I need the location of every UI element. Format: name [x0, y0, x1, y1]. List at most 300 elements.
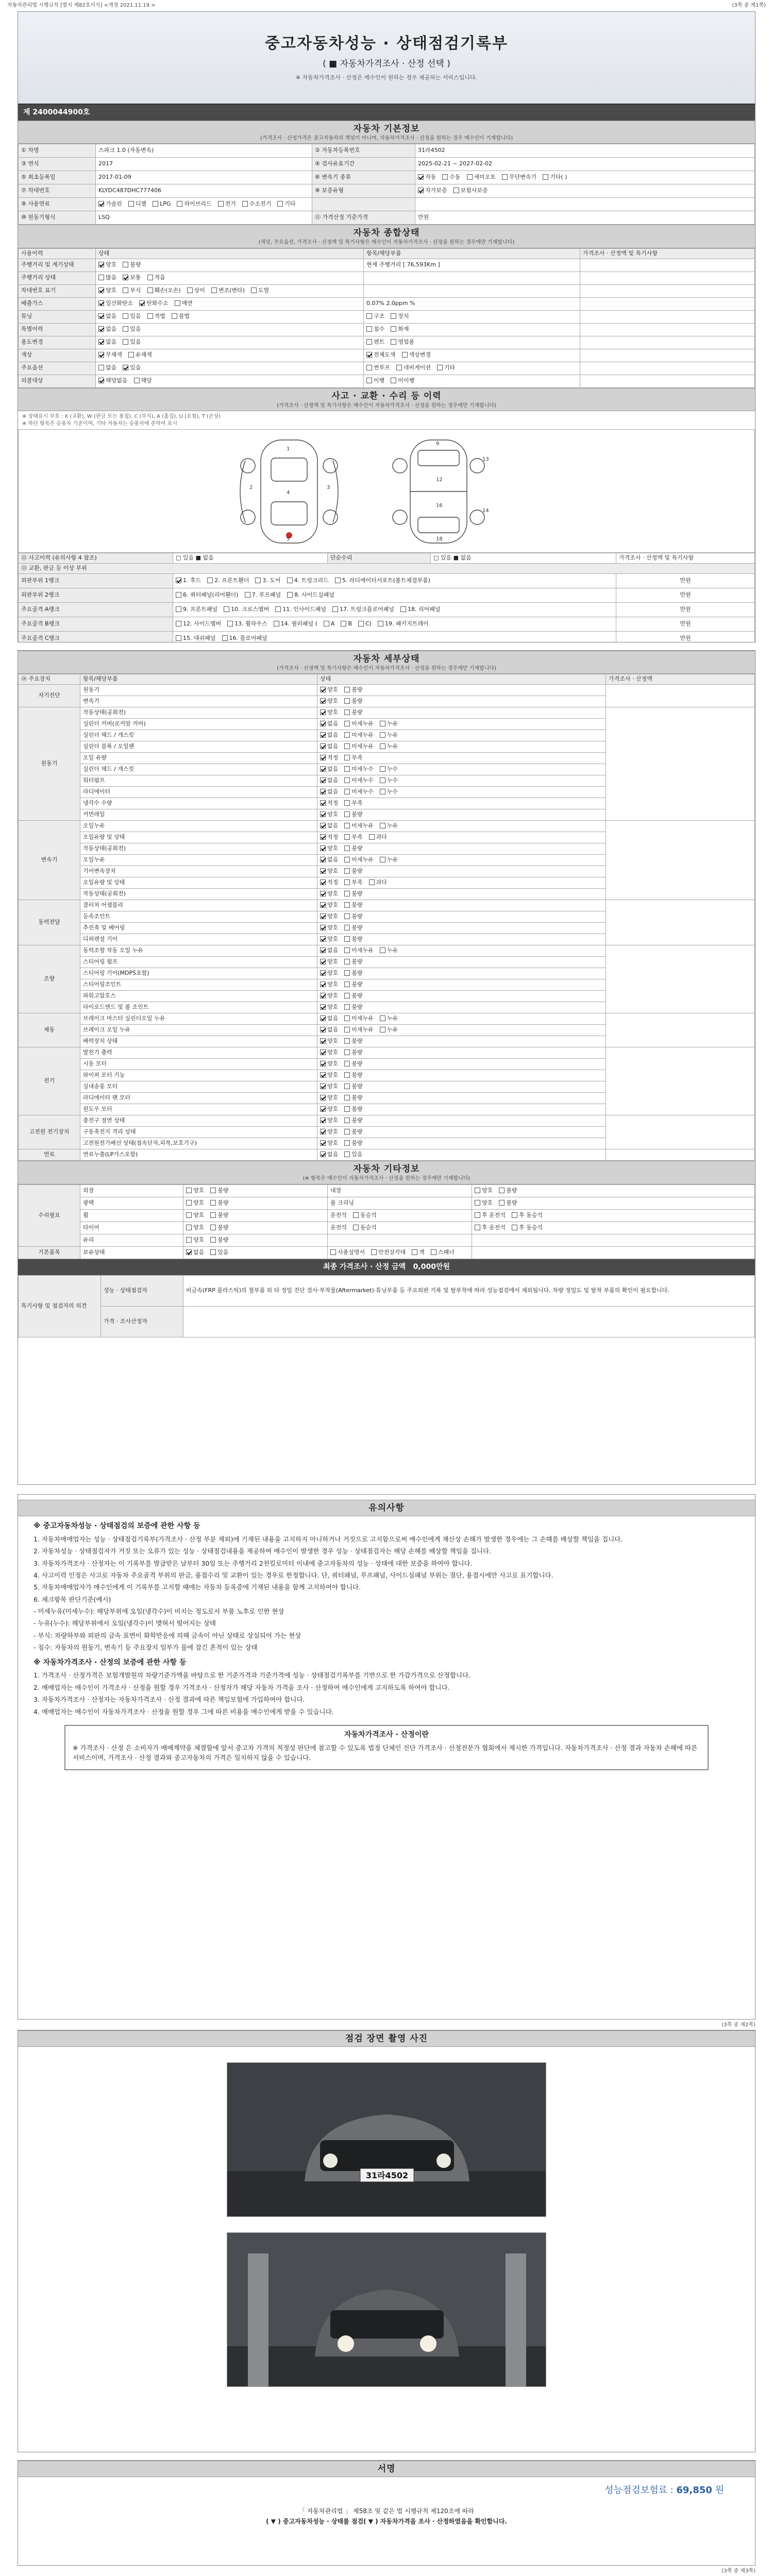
- checkbox-checked-icon: [320, 868, 326, 874]
- final-price-value: 0,000만원: [413, 1262, 450, 1271]
- detail-subtitle: (가격조사 · 산정액 및 특기사항은 매수인이 자동차가격조사 · 산정을 원하는 경우에만 기재합니다): [277, 665, 496, 671]
- detail-row: [19, 1149, 755, 1161]
- checkbox-unchecked-icon: [371, 1249, 377, 1255]
- opinion-inspector-label: 성능 · 상태점검자: [101, 1275, 183, 1306]
- checkbox-checked-icon: [320, 947, 326, 953]
- checkbox-unchecked-icon: [431, 1249, 436, 1255]
- other-info-item: 타이어: [80, 1222, 183, 1234]
- accident-price-note: 가격조사 · 산정액 및 특기사항: [616, 553, 755, 564]
- checkbox-unchecked-icon: [98, 365, 104, 370]
- general-status-detail: 썬루프 네비게이션 기타: [364, 362, 580, 375]
- detail-item: 스티어링 기어(MDPS포함): [80, 968, 317, 979]
- detail-status: 없음 있음: [317, 1149, 606, 1161]
- checkbox-checked-icon: [320, 1004, 326, 1010]
- other-info-item-2: 룸 크리닝: [328, 1197, 472, 1209]
- checkbox-unchecked-icon: [176, 592, 181, 598]
- accident-q2: 단순수리: [328, 553, 431, 564]
- detail-item: 동력조향 작동 오일 누유: [80, 945, 317, 957]
- document-title: 중고자동차성능 · 상태점검기록부: [264, 34, 508, 53]
- checkbox-unchecked-icon: [251, 287, 257, 293]
- checkbox-unchecked-icon: [147, 313, 153, 319]
- checkbox-unchecked-icon: [442, 174, 448, 180]
- insurance-fee-line: [18, 2477, 755, 2504]
- basic-info-row: [19, 198, 755, 211]
- accident-q1: ⑫ 사고이력 (유의사항 4 참조): [19, 553, 173, 564]
- detail-status: 양호 불량: [317, 843, 606, 855]
- svg-text:1: 1: [287, 446, 290, 452]
- detail-item: 실내송풍 모터: [80, 1081, 317, 1093]
- checkbox-unchecked-icon: [380, 947, 385, 953]
- checkbox-unchecked-icon: [227, 621, 233, 626]
- checkbox-unchecked-icon: [123, 262, 128, 267]
- license-plate: 31라4502: [365, 2170, 409, 2180]
- basic-info-label: ⑧ 보증유형: [312, 184, 415, 198]
- checkbox-unchecked-icon: [344, 1083, 350, 1089]
- detail-status: 양호 불량: [317, 957, 606, 968]
- detail-item: 오일누유: [80, 821, 317, 832]
- general-status-row: [19, 259, 755, 272]
- general-col-status: 상태: [96, 248, 364, 259]
- detail-status: 양호 불량: [317, 1104, 606, 1115]
- detail-status: 양호 불량: [317, 707, 606, 719]
- checkbox-unchecked-icon: [380, 743, 385, 749]
- checkbox-unchecked-icon: [344, 721, 350, 726]
- checkbox-unchecked-icon: [344, 755, 350, 760]
- detail-row: [19, 1047, 755, 1059]
- basic-info-value: 2017-01-09: [96, 171, 312, 184]
- checkbox-checked-icon: [320, 845, 326, 851]
- checkbox-unchecked-icon: [344, 891, 350, 896]
- detail-status: 양호 불량: [317, 1070, 606, 1081]
- opinion-table: [18, 1275, 755, 1337]
- detail-status: 양호 불량: [317, 968, 606, 979]
- basic-info-value: 스파크 1.0 (자동변속): [96, 144, 312, 158]
- caution-paragraph: 2. 자동차성능 · 상태점검자가 거짓 또는 오류가 있는 성능 · 상태점검내용을 제공하여 매수인이 발생한 경우 성능 · 상태점검자는 해당 손해를 배상할 책임을 집니다.: [33, 1547, 492, 1555]
- accident-rank-price: 만원: [616, 573, 755, 588]
- detail-status: 없음 미세누유 누유: [317, 1013, 606, 1025]
- checkbox-unchecked-icon: [344, 1151, 350, 1157]
- checkbox-checked-icon: [320, 857, 326, 862]
- checkbox-unchecked-icon: [344, 1129, 350, 1134]
- checkbox-unchecked-icon: [366, 326, 372, 332]
- basic-info-label: ⑨ 사용연료: [19, 198, 96, 211]
- checkbox-unchecked-icon: [344, 1140, 350, 1146]
- detail-group-name: 원동기: [19, 707, 80, 821]
- checkbox-unchecked-icon: [134, 378, 140, 383]
- general-status-price: [580, 284, 755, 297]
- detail-group-name: 전기: [19, 1047, 80, 1115]
- basic-info-row: [19, 144, 755, 158]
- detail-item: 타이로드엔드 및 볼 조인트: [80, 1002, 317, 1013]
- checkbox-unchecked-icon: [176, 606, 181, 612]
- detail-col-status: 상태: [317, 674, 606, 685]
- checkbox-unchecked-icon: [341, 621, 346, 626]
- checkbox-checked-icon: [320, 891, 326, 896]
- accident-rank-name: 주요골격 C랭크: [19, 631, 173, 642]
- checkbox-unchecked-icon: [172, 313, 177, 319]
- checkbox-checked-icon: [186, 1249, 192, 1255]
- caution-heading-1: ※ 중고자동차성능 · 상태점검의 보증에 관한 사항 등: [33, 1521, 200, 1530]
- checkbox-unchecked-icon: [344, 1027, 350, 1032]
- checkbox-checked-icon: [320, 902, 326, 908]
- checkbox-checked-icon: [320, 1038, 326, 1044]
- general-status-price: [580, 362, 755, 375]
- detail-item: 오일유량 및 상태: [80, 832, 317, 843]
- basic-info-label: ⑩ 원동기형식: [19, 211, 96, 225]
- accident-rank-name: 외판부위 2랭크: [19, 588, 173, 602]
- checkbox-checked-icon: [98, 300, 104, 306]
- basic-info-label: ⑪ 가격산정 기준가격: [312, 211, 415, 225]
- checkbox-unchecked-icon: [380, 777, 385, 783]
- checkbox-unchecked-icon: [475, 1200, 480, 1206]
- checkbox-unchecked-icon: [123, 287, 128, 293]
- detail-item: 실린더 헤드 / 개스킷: [80, 730, 317, 741]
- detail-price: [606, 1047, 755, 1115]
- checkbox-checked-icon: [123, 275, 128, 280]
- legal-footnote-1: 「 자동차관리법 」 제58조 및 같은 법 시행규칙 제120조에 따라: [299, 2507, 474, 2515]
- basic-info-label: ⑥ 변속기 종류: [312, 171, 415, 184]
- checkbox-unchecked-icon: [210, 1225, 216, 1230]
- detail-status: 없음 미세누유 누유: [317, 741, 606, 753]
- page-three-number: (3쪽 중 제3쪽): [721, 2568, 755, 2574]
- checkbox-unchecked-icon: [255, 578, 261, 583]
- appraisal-paragraph: 3. 자동차가격조사 · 산정자는 자동차가격조사 · 산정 결과에 따른 책임보험에 가입하여야 합니다.: [33, 1696, 305, 1704]
- detail-status: 양호 불량: [317, 1002, 606, 1013]
- svg-text:16: 16: [436, 503, 443, 509]
- checkbox-unchecked-icon: [123, 313, 128, 319]
- basic-info-subtitle: (가격조사 · 산정가격은 중고자동차의 책임이 아니며, 자동차가격조사 · 산정을 원하는 경우 매수인이 기재합니다): [260, 135, 513, 141]
- general-status-label: 주행거리 및 계기상태: [19, 259, 96, 272]
- checkbox-checked-icon: [320, 834, 326, 840]
- checkbox-checked-icon: [320, 1151, 326, 1157]
- signature-title: 서명: [377, 2464, 396, 2474]
- vehicle-damage-diagram: [18, 429, 755, 553]
- checkbox-checked-icon: [320, 743, 326, 749]
- basic-info-value: 가솔린 디젤 LPG 하이브리드 전기 수소전기 기타: [96, 198, 312, 211]
- detail-row: [19, 945, 755, 957]
- other-info-item-2: 사용설명서 안전삼각대 잭 스패너: [328, 1246, 472, 1259]
- checkbox-checked-icon: [320, 811, 326, 817]
- accident-rank-name: 외판부위 1랭크: [19, 573, 173, 588]
- detail-item: 라디에이터 팬 모터: [80, 1093, 317, 1104]
- detail-group-name: 고전원 전기장치: [19, 1115, 80, 1149]
- svg-text:9: 9: [436, 441, 440, 447]
- other-info-item-2: 운전석 동승석: [328, 1222, 472, 1234]
- checkbox-unchecked-icon: [344, 698, 350, 704]
- detail-item: 브레이크 마스터 실린더오일 누유: [80, 1013, 317, 1025]
- checkbox-unchecked-icon: [344, 1049, 350, 1055]
- detail-item: 윈도우 모터: [80, 1104, 317, 1115]
- checkbox-unchecked-icon: [344, 1106, 350, 1112]
- basic-info-value: 자동 수동 세미오토 무단변속기 기타( ): [415, 171, 755, 184]
- detail-status: 양호 불량: [317, 979, 606, 991]
- checkbox-unchecked-icon: [344, 811, 350, 817]
- detail-status: 적정 부족 과다: [317, 832, 606, 843]
- general-status-price: [580, 336, 755, 349]
- general-col-detail: 항목/해당부품: [364, 248, 580, 259]
- checkbox-unchecked-icon: [512, 1212, 517, 1218]
- checkbox-unchecked-icon: [344, 959, 350, 964]
- general-status-value: 없음 있음: [96, 362, 364, 375]
- detail-item: 스티어링조인트: [80, 979, 317, 991]
- detail-status: 양호 불량: [317, 866, 606, 877]
- checkbox-unchecked-icon: [175, 300, 180, 306]
- basic-info-value: 만원: [415, 211, 755, 225]
- caution-paragraph: - 부식: 차량하부와 외판의 금속 표면이 화학반응에 의해 금속이 아닌 상태로 상실되어 가는 현상: [33, 1631, 301, 1639]
- caution-paragraph: - 침수: 자동차의 원동기, 변속기 등 주요장치 일부가 물에 잠긴 흔적이 있는 상태: [33, 1643, 258, 1652]
- accident-rank-row: [19, 617, 755, 631]
- accident-rank-items: 1. 후드 2. 프론트휀더 3. 도어 4. 트렁크리드 5. 라디에이터서포트(볼트체결부품): [173, 573, 616, 588]
- detail-item: 냉각수 수량: [80, 798, 317, 809]
- checkbox-unchecked-icon: [344, 1117, 350, 1123]
- checkbox-unchecked-icon: [344, 1038, 350, 1044]
- checkbox-checked-icon: [320, 732, 326, 738]
- detail-item: 구동축전지 격리 상태: [80, 1127, 317, 1138]
- detail-status: 양호 불량: [317, 1081, 606, 1093]
- checkbox-unchecked-icon: [369, 834, 375, 840]
- basic-info-value: 자가보증 보험사보증: [415, 184, 755, 198]
- detail-item: 스티어링 펌프: [80, 957, 317, 968]
- other-info-status: 양호 불량: [183, 1222, 328, 1234]
- photo-sheet: [18, 2030, 755, 2452]
- general-status-detail: 렌트 영업용: [364, 336, 580, 349]
- basic-info-label: ④ 검사유효기간: [312, 158, 415, 171]
- other-info-item: 유리: [80, 1234, 183, 1246]
- checkbox-unchecked-icon: [380, 823, 385, 828]
- accident-legend-note: ※ 하단 항목은 승용차 기준이며, 기타 자동차는 승용차에 준하여 표시: [22, 420, 177, 427]
- basic-info-value: 2025-02-21 ~ 2027-02-02: [415, 158, 755, 171]
- checkbox-unchecked-icon: [344, 879, 350, 885]
- checkbox-unchecked-icon: [467, 174, 473, 180]
- detail-group-name: 동력전달: [19, 900, 80, 945]
- checkbox-unchecked-icon: [353, 1212, 359, 1218]
- appraisal-explainer-title: 자동차가격조사 · 산정이란: [344, 1730, 429, 1739]
- insurance-fee-unit: 원: [715, 2484, 724, 2496]
- checkbox-unchecked-icon: [344, 709, 350, 715]
- accident-rank-items: 9. 프론트패널 10. 크로스멤버 11. 인사이드패널 17. 트렁크플로어패널 18. 리어패널: [173, 602, 616, 617]
- checkbox-checked-icon: [418, 174, 424, 180]
- checkbox-unchecked-icon: [344, 993, 350, 998]
- header-note: ※ 자동차가격조사 · 산정은 매수인이 원하는 경우 제공하는 서비스입니다.: [295, 74, 478, 81]
- detail-status: 적정 부족: [317, 753, 606, 764]
- checkbox-checked-icon: [98, 313, 104, 319]
- checkbox-unchecked-icon: [344, 789, 350, 794]
- checkbox-unchecked-icon: [242, 201, 248, 207]
- checkbox-unchecked-icon: [380, 721, 385, 726]
- checkbox-unchecked-icon: [274, 621, 279, 626]
- checkbox-unchecked-icon: [344, 1095, 350, 1100]
- other-info-status: 양호 불량: [183, 1184, 328, 1197]
- caution-title: 유의사항: [368, 1503, 405, 1513]
- accident-rank-name: 주요골격 A랭크: [19, 602, 173, 617]
- svg-text:2: 2: [249, 485, 253, 491]
- checkbox-unchecked-icon: [187, 287, 193, 293]
- detail-item: 발전기 출력: [80, 1047, 317, 1059]
- detail-item: 오일 유량: [80, 753, 317, 764]
- checkbox-checked-icon: [320, 1140, 326, 1146]
- checkbox-unchecked-icon: [98, 275, 104, 280]
- checkbox-unchecked-icon: [210, 1237, 216, 1243]
- appraisal-explainer-box: [64, 1725, 709, 1770]
- checkbox-unchecked-icon: [543, 174, 548, 180]
- detail-status: 적정 부족: [317, 798, 606, 809]
- basic-info-value: KLYDC487DHC777406: [96, 184, 312, 198]
- general-status-label: 색상: [19, 349, 96, 362]
- detail-item: 클러치 어셈블리: [80, 900, 317, 911]
- other-info-item: 광택: [80, 1197, 183, 1209]
- detail-item: 배력장치 상태: [80, 1036, 317, 1047]
- checkbox-unchecked-icon: [210, 1200, 216, 1206]
- checkbox-unchecked-icon: [128, 201, 134, 207]
- accident-rank-row: [19, 631, 755, 642]
- opinion-inspector-text: 비금속(FRP 플라스틱)의 철부품 외 타 정밀 진단 검사·부착물(Aftermarket)·튜닝부품 등 주요외판 기록 및 탈부착에 따라 성능점검에서 제외됩니다. 차량 정밀도 및 탈착 부품의 확인이 필요합니다.: [183, 1275, 755, 1306]
- checkbox-checked-icon: [320, 1027, 326, 1032]
- detail-item: 원동기: [80, 685, 317, 696]
- checkbox-checked-icon: [320, 879, 326, 885]
- caution-paragraph: - 누유(누수): 해당부위에서 오일(냉각수)이 맺혀서 떨어지는 상태: [33, 1619, 216, 1628]
- detail-row: [19, 821, 755, 832]
- checkbox-unchecked-icon: [366, 378, 372, 383]
- accident-title: 사고 · 교환 · 수리 등 이력: [331, 391, 442, 401]
- accident-rank-price: 만원: [616, 617, 755, 631]
- general-status-row: [19, 272, 755, 284]
- other-info-status: 없음 있음: [183, 1246, 328, 1259]
- detail-price: [606, 900, 755, 945]
- other-info-group: 기본품목: [19, 1246, 80, 1259]
- insurance-fee-label: 성능점검보험료 :: [604, 2484, 674, 2496]
- general-status-detail: 0.07% 2.0ppm %: [364, 297, 580, 310]
- detail-header: [18, 651, 755, 674]
- general-status-price: [580, 310, 755, 323]
- detail-status: 없음 미세누수 누수: [317, 764, 606, 775]
- detail-item: 오일유량 및 상태: [80, 877, 317, 889]
- document-header: [18, 12, 755, 105]
- other-info-row: [19, 1234, 755, 1246]
- detail-item: 워터펌프: [80, 775, 317, 787]
- detail-group-name: 자기진단: [19, 685, 80, 707]
- checkbox-unchecked-icon: [344, 1015, 350, 1021]
- checkbox-checked-icon: [320, 993, 326, 998]
- general-status-value: 양호 불량: [96, 259, 364, 272]
- checkbox-unchecked-icon: [369, 879, 375, 885]
- checkbox-unchecked-icon: [287, 578, 293, 583]
- basic-info-label: ② 자동차등록번호: [312, 144, 415, 158]
- checkbox-checked-icon: [320, 755, 326, 760]
- checkbox-checked-icon: [320, 1049, 326, 1055]
- basic-info-label: ⑤ 최초등록일: [19, 171, 96, 184]
- checkbox-unchecked-icon: [344, 766, 350, 772]
- checkbox-unchecked-icon: [437, 365, 443, 370]
- detail-item: 작동상태(공회전): [80, 889, 317, 900]
- other-info-row: [19, 1184, 755, 1197]
- document-subtitle: ( ■ 자동차가격조사 · 산정 선택 ): [323, 59, 450, 70]
- checkbox-unchecked-icon: [344, 868, 350, 874]
- general-status-label: 리콜대상: [19, 375, 96, 387]
- other-info-status-2: 양호 불량: [472, 1184, 755, 1197]
- basic-info-label: ⑦ 차대번호: [19, 184, 96, 198]
- opinion-appraiser-text: [183, 1306, 755, 1337]
- detail-status: 양호 불량: [317, 696, 606, 707]
- checkbox-unchecked-icon: [353, 1225, 359, 1230]
- general-status-value: 일산화탄소 탄화수소 매연: [96, 297, 364, 310]
- checkbox-unchecked-icon: [335, 578, 341, 583]
- accident-rank-row: [19, 588, 755, 602]
- general-status-value: 없음 있음: [96, 336, 364, 349]
- general-status-header: [18, 225, 755, 248]
- checkbox-checked-icon: [123, 365, 128, 370]
- checkbox-unchecked-icon: [396, 365, 402, 370]
- general-status-label: 용도변경: [19, 336, 96, 349]
- checkbox-unchecked-icon: [358, 621, 364, 626]
- checkbox-unchecked-icon: [344, 1004, 350, 1010]
- detail-item: 등속조인트: [80, 911, 317, 923]
- detail-item: 실린더 블록 / 오일팬: [80, 741, 317, 753]
- other-info-group: 수리필요: [19, 1184, 80, 1246]
- general-status-subtitle: (색상, 주요옵션, 가격조사 · 산정액 및 특기사항은 매수인이 자동차가격조사 · 산정을 원하는 경우에만 기재합니다): [258, 240, 515, 246]
- checkbox-unchecked-icon: [153, 201, 158, 207]
- detail-status: 양호 불량: [317, 1059, 606, 1070]
- basic-info-header: [18, 121, 755, 144]
- detail-status: 양호 불량: [317, 1115, 606, 1127]
- caution-sheet: [18, 1494, 755, 2020]
- detail-row: [19, 900, 755, 911]
- checkbox-unchecked-icon: [344, 936, 350, 942]
- general-status-price: [580, 375, 755, 387]
- other-info-item: 휠: [80, 1209, 183, 1222]
- detail-item: 라디에이터: [80, 787, 317, 798]
- checkbox-checked-icon: [320, 800, 326, 806]
- detail-item: 충전구 절연 상태: [80, 1115, 317, 1127]
- detail-price: [606, 1115, 755, 1149]
- checkbox-unchecked-icon: [502, 174, 508, 180]
- checkbox-checked-icon: [320, 1061, 326, 1066]
- checkbox-checked-icon: [320, 925, 326, 930]
- signature-header: [18, 2461, 755, 2477]
- basic-info-table: [18, 144, 755, 225]
- checkbox-checked-icon: [320, 766, 326, 772]
- checkbox-checked-icon: [176, 578, 181, 583]
- detail-price: [606, 707, 755, 821]
- caution-paragraph: 5. 자동차매매업자가 매수인에게 이 기록부를 고지할 때에는 자동차 등록증에 기재된 내용을 함께 고지하여야 합니다.: [33, 1583, 361, 1591]
- general-status-value: 없음 있음 적법 불법: [96, 310, 364, 323]
- checkbox-unchecked-icon: [176, 621, 181, 626]
- other-info-subtitle: (※ 항목은 매수인이 자동차가격조사 · 산정을 원하는 경우에만 기재합니다): [303, 1176, 470, 1182]
- checkbox-checked-icon: [366, 352, 372, 358]
- checkbox-unchecked-icon: [344, 1072, 350, 1078]
- detail-status: 양호 불량: [317, 991, 606, 1002]
- caution-paragraph: 1. 자동차매매업자는 성능 · 상태점검기록부(가격조사 · 산정 부분 제외)에 기재된 내용을 고지하지 아니하거나 거짓으로 고지함으로써 매수인에게 재산상 손해가 발생한 경우에는 그 손해를 배상할 책임을 집니다.: [33, 1535, 623, 1543]
- insurance-fee-value: 69,850: [676, 2484, 712, 2496]
- basic-info-label: ③ 연식: [19, 158, 96, 171]
- checkbox-unchecked-icon: [147, 275, 153, 280]
- checkbox-unchecked-icon: [378, 621, 383, 626]
- other-info-row: [19, 1209, 755, 1222]
- detail-col-main: ⑭ 주요장치: [19, 674, 80, 685]
- caution-header: [18, 1500, 755, 1516]
- detail-item: 고전원전기배선 상태(접속단자,피복,보호기구): [80, 1138, 317, 1149]
- accident-header: [18, 388, 755, 411]
- detail-item: 파워고압호스: [80, 991, 317, 1002]
- checkbox-unchecked-icon: [475, 1188, 480, 1193]
- general-status-detail: 전체도색 색상변경: [364, 349, 580, 362]
- checkbox-unchecked-icon: [123, 326, 128, 332]
- other-info-table: [18, 1184, 755, 1259]
- checkbox-unchecked-icon: [344, 925, 350, 930]
- basic-info-value: LSQ: [96, 211, 312, 225]
- general-col-item: 사용이력: [19, 248, 96, 259]
- photo-header: [18, 2030, 755, 2047]
- detail-group-name: 변속기: [19, 821, 80, 900]
